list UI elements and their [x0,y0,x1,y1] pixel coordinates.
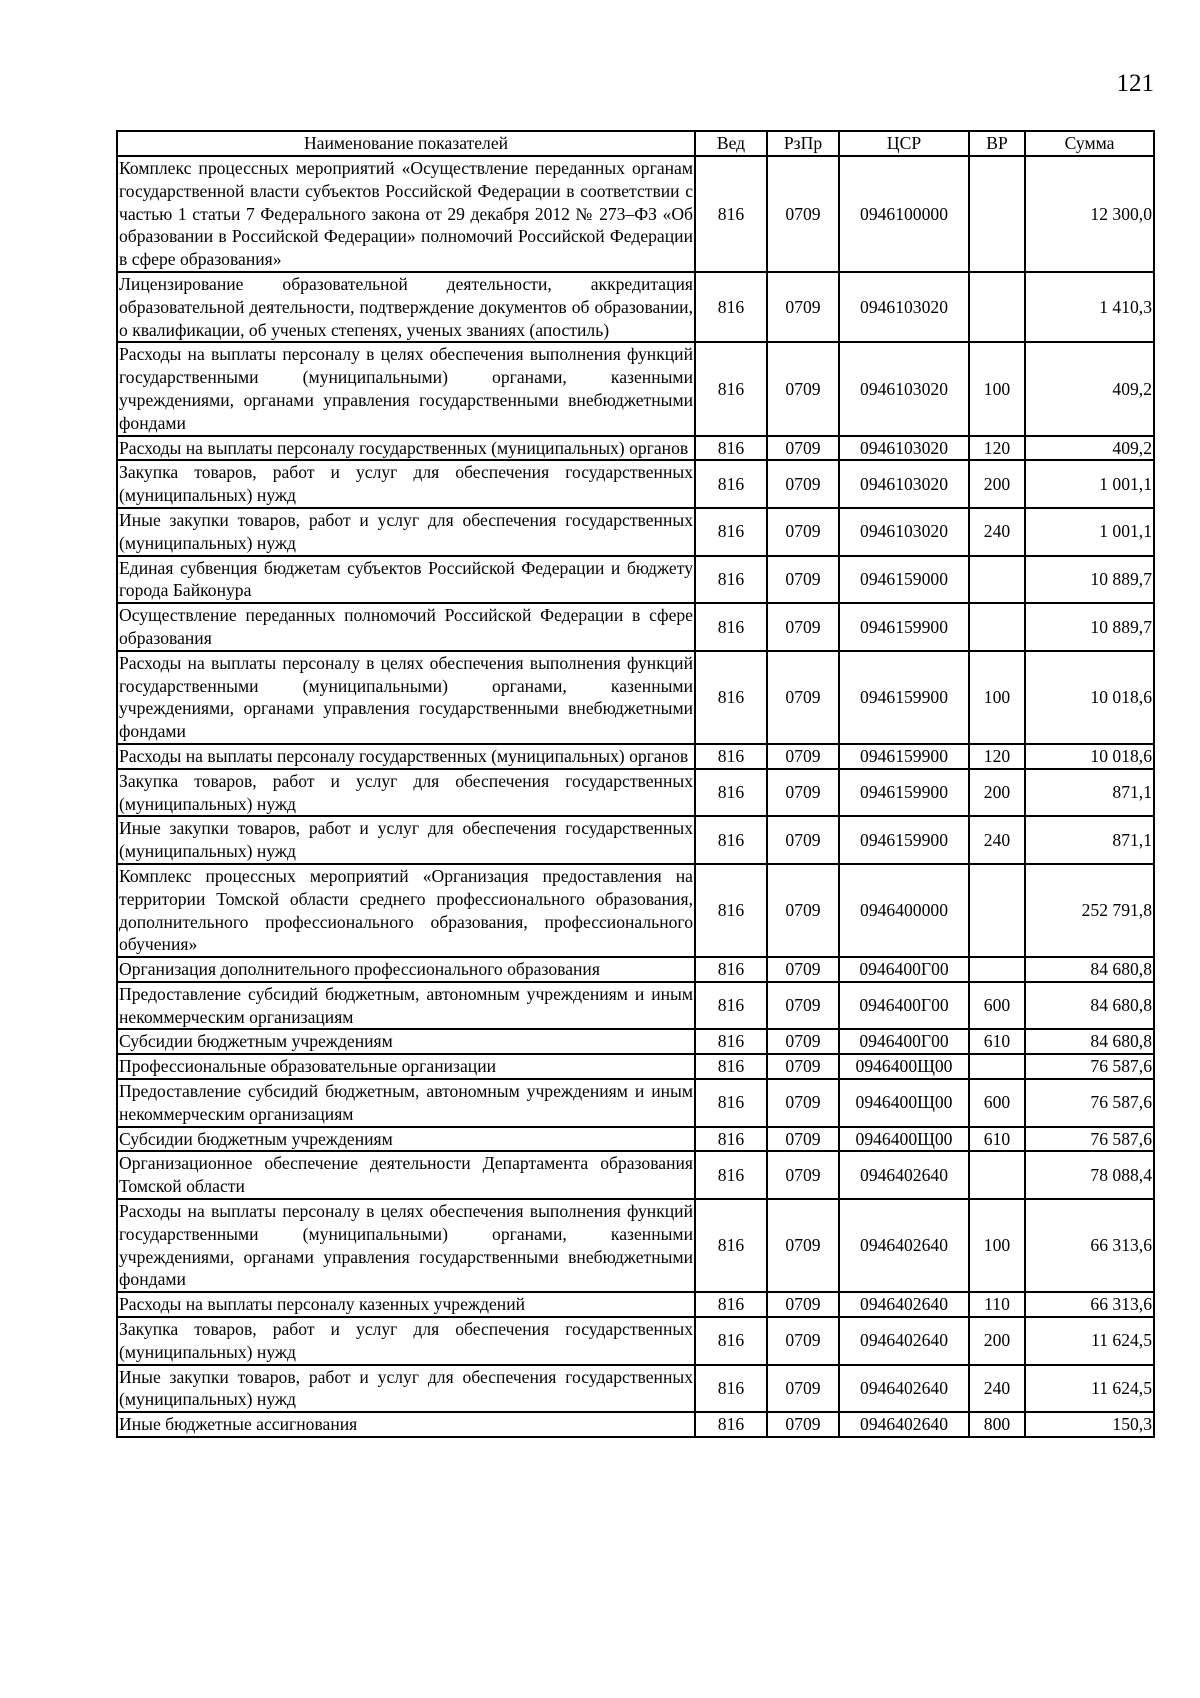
cell-name: Комплекс процессных мероприятий «Организация предоставления на территории Томской области среднего профессионального образования, дополнительного профессионального образования, профессионального обучения» [117,864,695,957]
cell-vr: 110 [969,1292,1025,1317]
cell-name: Иные закупки товаров, работ и услуг для обеспечения государственных (муниципальных) нужд [117,508,695,556]
table-row [117,1292,1154,1317]
cell-csr: 0946159900 [839,769,969,817]
cell-rzpr: 0709 [767,1054,839,1079]
table-row [117,1054,1154,1079]
cell-rzpr: 0709 [767,816,839,864]
cell-name: Закупка товаров, работ и услуг для обеспечения государственных (муниципальных) нужд [117,460,695,508]
cell-name: Комплекс процессных мероприятий «Осуществление переданных органам государственной власти субъектов Российской Федерации в соответствии с частью 1 статьи 7 Федерального закона от 29 декабря 2012 № 273–ФЗ «Об образовании в Российской Федерации» полномочий Российской Федерации в сфере образования» [117,156,695,272]
table-row [117,769,1154,817]
cell-csr: 0946159900 [839,603,969,651]
cell-vr: 610 [969,1127,1025,1152]
cell-sum: 409,2 [1025,342,1154,435]
cell-name: Профессиональные образовательные организации [117,1054,695,1079]
budget-table [116,130,1155,1438]
cell-vr: 800 [969,1412,1025,1437]
table-row [117,1412,1154,1437]
cell-rzpr: 0709 [767,1292,839,1317]
table-row [117,460,1154,508]
table-row [117,272,1154,342]
cell-vr [969,864,1025,957]
cell-name: Единая субвенция бюджетам субъектов Российской Федерации и бюджету города Байконура [117,556,695,604]
cell-ved: 816 [695,1127,767,1152]
cell-csr: 0946400000 [839,864,969,957]
cell-vr [969,957,1025,982]
cell-vr [969,1054,1025,1079]
cell-ved: 816 [695,744,767,769]
cell-rzpr: 0709 [767,342,839,435]
cell-rzpr: 0709 [767,982,839,1030]
cell-csr: 0946103020 [839,342,969,435]
cell-vr: 100 [969,342,1025,435]
cell-vr: 120 [969,436,1025,461]
cell-sum: 871,1 [1025,769,1154,817]
cell-csr: 0946159900 [839,744,969,769]
cell-csr: 0946402640 [839,1151,969,1199]
cell-name: Закупка товаров, работ и услуг для обеспечения государственных (муниципальных) нужд [117,769,695,817]
table-row [117,156,1154,272]
table-row [117,436,1154,461]
cell-ved: 816 [695,816,767,864]
cell-csr: 0946400Г00 [839,957,969,982]
table-row [117,744,1154,769]
cell-csr: 0946400Щ00 [839,1054,969,1079]
cell-vr: 200 [969,1317,1025,1365]
cell-sum: 150,3 [1025,1412,1154,1437]
cell-vr [969,156,1025,272]
cell-rzpr: 0709 [767,1412,839,1437]
cell-csr: 0946159000 [839,556,969,604]
cell-sum: 11 624,5 [1025,1365,1154,1413]
header-vr: ВР [969,131,1025,156]
cell-ved: 816 [695,982,767,1030]
cell-csr: 0946400Г00 [839,1029,969,1054]
cell-ved: 816 [695,957,767,982]
cell-rzpr: 0709 [767,460,839,508]
cell-rzpr: 0709 [767,436,839,461]
cell-sum: 11 624,5 [1025,1317,1154,1365]
cell-sum: 66 313,6 [1025,1199,1154,1292]
table-row [117,603,1154,651]
cell-rzpr: 0709 [767,1199,839,1292]
cell-name: Осуществление переданных полномочий Российской Федерации в сфере образования [117,603,695,651]
header-sum: Сумма [1025,131,1154,156]
header-ved: Вед [695,131,767,156]
cell-rzpr: 0709 [767,744,839,769]
cell-sum: 10 889,7 [1025,556,1154,604]
cell-csr: 0946159900 [839,651,969,744]
table-row [117,1317,1154,1365]
cell-ved: 816 [695,556,767,604]
cell-rzpr: 0709 [767,1127,839,1152]
cell-ved: 816 [695,603,767,651]
cell-ved: 816 [695,272,767,342]
cell-ved: 816 [695,651,767,744]
cell-csr: 0946100000 [839,156,969,272]
cell-name: Расходы на выплаты персоналу в целях обеспечения выполнения функций государственными (муниципальными) органами, казенными учреждениями, органами управления государственными внебюджетными фондами [117,651,695,744]
table-row [117,1365,1154,1413]
cell-csr: 0946159900 [839,816,969,864]
table-header [117,131,1154,156]
cell-sum: 76 587,6 [1025,1054,1154,1079]
cell-csr: 0946103020 [839,436,969,461]
cell-rzpr: 0709 [767,556,839,604]
cell-sum: 84 680,8 [1025,982,1154,1030]
cell-name: Расходы на выплаты персоналу в целях обеспечения выполнения функций государственными (муниципальными) органами, казенными учреждениями, органами управления государственными внебюджетными фондами [117,342,695,435]
cell-name: Организация дополнительного профессионального образования [117,957,695,982]
cell-ved: 816 [695,1317,767,1365]
cell-name: Предоставление субсидий бюджетным, автономным учреждениям и иным некоммерческим организациям [117,982,695,1030]
cell-vr: 200 [969,769,1025,817]
cell-vr [969,272,1025,342]
cell-ved: 816 [695,864,767,957]
cell-name: Иные бюджетные ассигнования [117,1412,695,1437]
cell-rzpr: 0709 [767,864,839,957]
table-row [117,342,1154,435]
header-rzpr: РзПр [767,131,839,156]
cell-rzpr: 0709 [767,508,839,556]
cell-sum: 10 889,7 [1025,603,1154,651]
cell-csr: 0946400Г00 [839,982,969,1030]
cell-csr: 0946400Щ00 [839,1127,969,1152]
cell-csr: 0946103020 [839,272,969,342]
cell-ved: 816 [695,1365,767,1413]
cell-ved: 816 [695,508,767,556]
cell-ved: 816 [695,1054,767,1079]
cell-name: Расходы на выплаты персоналу государственных (муниципальных) органов [117,744,695,769]
cell-name: Расходы на выплаты персоналу казенных учреждений [117,1292,695,1317]
cell-sum: 871,1 [1025,816,1154,864]
table-body [117,156,1154,1437]
cell-sum: 76 587,6 [1025,1079,1154,1127]
cell-sum: 10 018,6 [1025,651,1154,744]
cell-sum: 76 587,6 [1025,1127,1154,1152]
cell-vr: 240 [969,816,1025,864]
cell-rzpr: 0709 [767,1029,839,1054]
cell-vr: 200 [969,460,1025,508]
cell-rzpr: 0709 [767,1151,839,1199]
table-row [117,556,1154,604]
cell-ved: 816 [695,1412,767,1437]
cell-csr: 0946402640 [839,1292,969,1317]
table-row [117,1199,1154,1292]
cell-vr: 120 [969,744,1025,769]
table-row [117,1127,1154,1152]
cell-rzpr: 0709 [767,957,839,982]
cell-ved: 816 [695,1292,767,1317]
header-name: Наименование показателей [117,131,695,156]
cell-vr: 610 [969,1029,1025,1054]
cell-csr: 0946103020 [839,508,969,556]
cell-vr: 600 [969,1079,1025,1127]
header-csr: ЦСР [839,131,969,156]
table-row [117,651,1154,744]
cell-vr [969,603,1025,651]
cell-ved: 816 [695,1079,767,1127]
cell-csr: 0946402640 [839,1317,969,1365]
table-row [117,1151,1154,1199]
cell-rzpr: 0709 [767,1365,839,1413]
header-row [117,131,1154,156]
cell-csr: 0946402640 [839,1199,969,1292]
cell-sum: 78 088,4 [1025,1151,1154,1199]
cell-sum: 84 680,8 [1025,1029,1154,1054]
cell-name: Расходы на выплаты персоналу в целях обеспечения выполнения функций государственными (муниципальными) органами, казенными учреждениями, органами управления государственными внебюджетными фондами [117,1199,695,1292]
cell-csr: 0946400Щ00 [839,1079,969,1127]
cell-name: Предоставление субсидий бюджетным, автономным учреждениям и иным некоммерческим организациям [117,1079,695,1127]
cell-name: Расходы на выплаты персоналу государственных (муниципальных) органов [117,436,695,461]
cell-csr: 0946402640 [839,1412,969,1437]
table-row [117,864,1154,957]
cell-ved: 816 [695,436,767,461]
table-row [117,508,1154,556]
cell-ved: 816 [695,156,767,272]
table-row [117,1029,1154,1054]
cell-name: Иные закупки товаров, работ и услуг для обеспечения государственных (муниципальных) нужд [117,816,695,864]
cell-name: Субсидии бюджетным учреждениям [117,1127,695,1152]
cell-sum: 10 018,6 [1025,744,1154,769]
cell-name: Субсидии бюджетным учреждениям [117,1029,695,1054]
cell-vr: 240 [969,1365,1025,1413]
cell-ved: 816 [695,1151,767,1199]
cell-rzpr: 0709 [767,1317,839,1365]
cell-sum: 252 791,8 [1025,864,1154,957]
cell-vr: 100 [969,1199,1025,1292]
table-row [117,816,1154,864]
cell-ved: 816 [695,1199,767,1292]
cell-rzpr: 0709 [767,603,839,651]
cell-csr: 0946402640 [839,1365,969,1413]
page-number: 121 [1116,70,1154,97]
table-row [117,1079,1154,1127]
cell-ved: 816 [695,769,767,817]
cell-name: Лицензирование образовательной деятельности, аккредитация образовательной деятельности, подтверждение документов об образовании, о квалификации, об ученых степенях, ученых званиях (апостиль) [117,272,695,342]
cell-name: Иные закупки товаров, работ и услуг для обеспечения государственных (муниципальных) нужд [117,1365,695,1413]
cell-name: Организационное обеспечение деятельности Департамента образования Томской области [117,1151,695,1199]
cell-sum: 1 001,1 [1025,508,1154,556]
cell-sum: 1 410,3 [1025,272,1154,342]
cell-rzpr: 0709 [767,769,839,817]
cell-rzpr: 0709 [767,1079,839,1127]
table-row [117,982,1154,1030]
table-row [117,957,1154,982]
cell-ved: 816 [695,460,767,508]
cell-sum: 1 001,1 [1025,460,1154,508]
cell-ved: 816 [695,1029,767,1054]
cell-sum: 12 300,0 [1025,156,1154,272]
cell-vr: 240 [969,508,1025,556]
cell-sum: 66 313,6 [1025,1292,1154,1317]
cell-vr: 100 [969,651,1025,744]
cell-ved: 816 [695,342,767,435]
cell-sum: 409,2 [1025,436,1154,461]
cell-vr [969,556,1025,604]
cell-csr: 0946103020 [839,460,969,508]
cell-vr: 600 [969,982,1025,1030]
cell-sum: 84 680,8 [1025,957,1154,982]
cell-rzpr: 0709 [767,272,839,342]
cell-vr [969,1151,1025,1199]
cell-rzpr: 0709 [767,156,839,272]
cell-rzpr: 0709 [767,651,839,744]
cell-name: Закупка товаров, работ и услуг для обеспечения государственных (муниципальных) нужд [117,1317,695,1365]
